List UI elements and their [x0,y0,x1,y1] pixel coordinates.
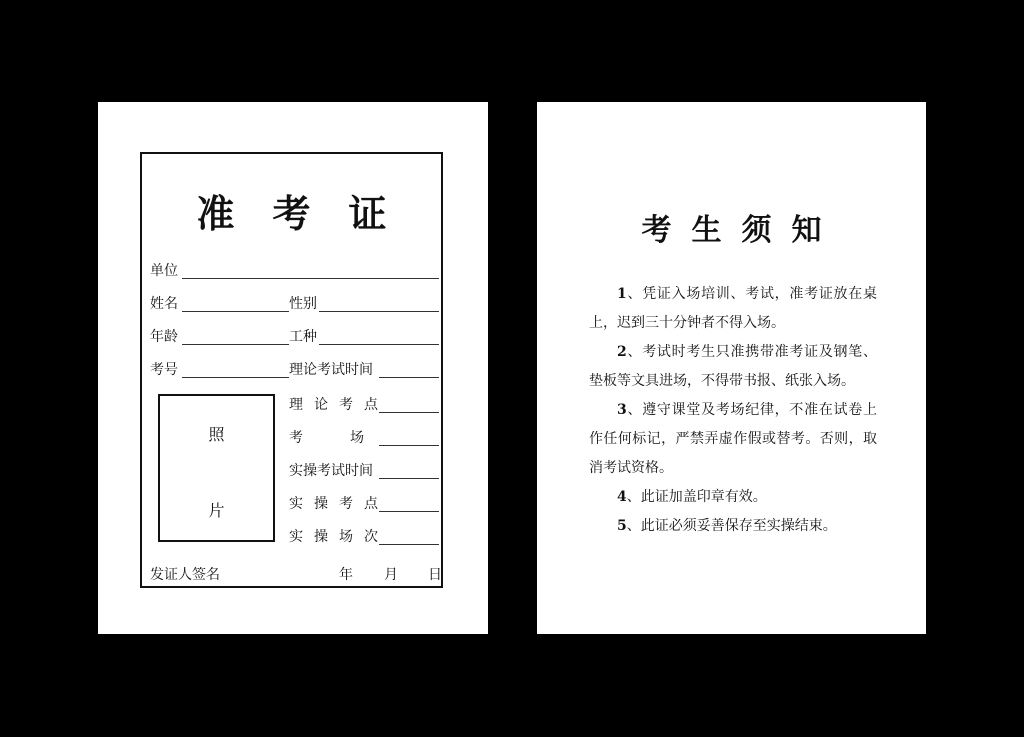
theory-exam-site-line [379,412,439,413]
photo-char-1: 照 [208,425,225,444]
unit-line [182,278,439,279]
date-day-label: 日 [428,567,442,583]
gender-line [319,311,439,312]
practical-session-label: 实操场次 [289,529,389,545]
notice-item-number: 5 [617,518,627,534]
theory-exam-time-label: 理论考试时间 [289,362,373,378]
admission-ticket-panel [98,102,488,634]
job-type-label: 工种 [289,329,317,345]
theory-exam-site-label: 理论考点 [289,397,389,413]
notice-item [589,512,877,541]
date-month-label: 月 [384,567,398,583]
job-type-line [319,344,439,345]
practical-session-line [379,544,439,545]
notice-item-number: 1 [617,286,627,302]
exam-number-line [182,377,289,378]
admission-ticket-card [140,152,443,588]
age-label: 年龄 [150,329,178,345]
unit-label: 单位 [150,263,178,279]
card-title: 准考证 [196,191,425,236]
notice-item-text: 、此证必须妥善保存至实操结束。 [626,518,837,534]
notice-item-text: 、考试时考生只准携带准考证及钢笔、垫板等文具进场，不得带书报、纸张入场。 [589,344,877,389]
exam-notice-panel [537,102,926,634]
notice-title: 考生须知 [641,213,842,248]
notice-item-text: 、遵守课堂及考场纪律，不准在试卷上作任何标记，严禁弄虚作假或替考。否则，取消考试资格。 [589,402,877,476]
exam-room-label: 考场 [289,430,411,446]
notice-item-text: 、凭证入场培训、考试，准考证放在桌上，迟到三十分钟者不得入场。 [589,286,877,331]
name-line [182,311,289,312]
name-label: 姓名 [150,296,178,312]
issuer-signature-label: 发证人签名 [150,567,220,583]
gender-label: 性别 [289,296,317,312]
practical-exam-time-line [379,478,439,479]
notice-item [589,338,877,396]
practical-exam-time-label: 实操考试时间 [289,463,373,479]
notice-item [589,396,877,483]
exam-number-label: 考号 [150,362,178,378]
age-line [182,344,289,345]
exam-room-line [379,445,439,446]
date-year-label: 年 [339,567,353,583]
notice-item-number: 4 [617,489,627,505]
practical-exam-site-line [379,511,439,512]
notice-item-number: 2 [617,344,627,360]
photo-box [158,394,275,542]
theory-exam-time-line [379,377,439,378]
notice-item-text: 、此证加盖印章有效。 [626,489,767,505]
photo-char-2: 片 [208,501,225,520]
notice-item-number: 3 [617,402,627,418]
notice-item [589,483,877,512]
notice-list [589,280,877,541]
practical-exam-site-label: 实操考点 [289,496,389,512]
notice-item [589,280,877,338]
